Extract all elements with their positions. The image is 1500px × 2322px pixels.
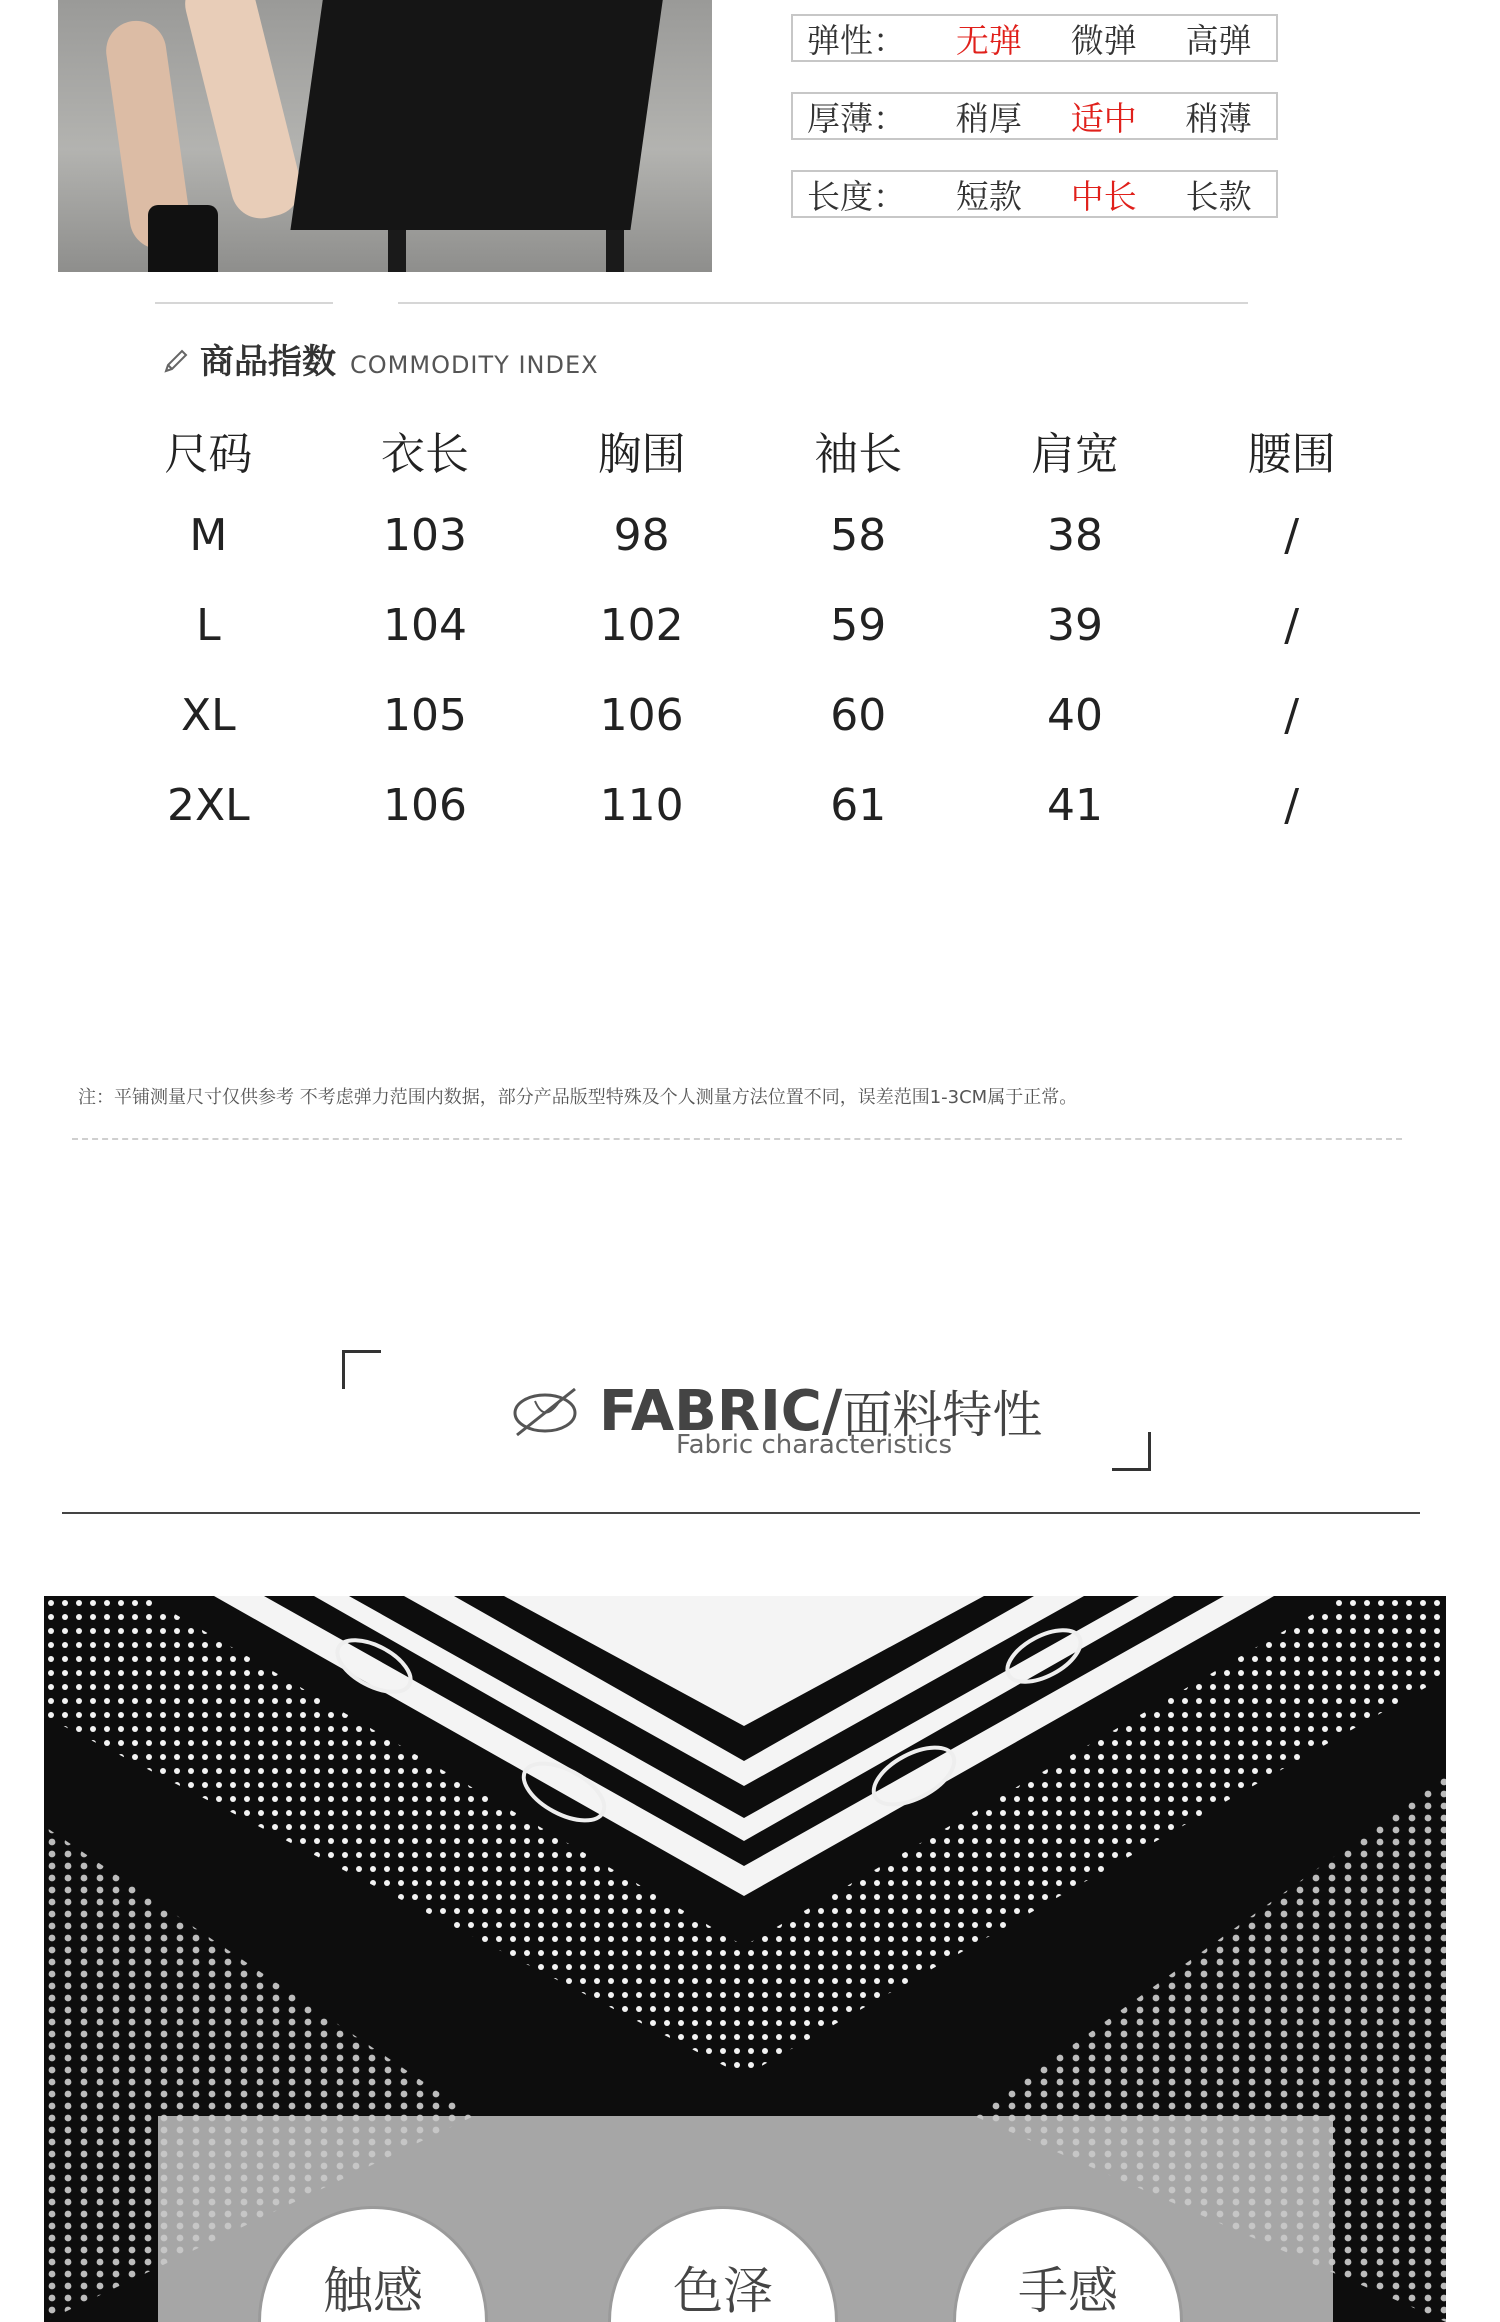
table-cell: 105 [382,689,467,741]
feature-circle [608,2206,838,2322]
table-cell: / [1284,599,1300,651]
section-subtitle: COMMODITY INDEX [350,351,599,379]
divider [398,302,1248,304]
table-header-row [100,410,1400,490]
attr-option: 中长 [1070,176,1137,216]
fabric-title-cn: 面料特性 [842,1386,1043,1444]
table-cell: 104 [382,599,467,651]
attr-label: 弹性： [807,20,906,60]
fabric-photo [44,1596,1446,2322]
table-cell: 106 [599,689,684,741]
table-row [100,490,1400,580]
table-cell: 40 [1046,689,1103,741]
feature-label: 手感 [1018,2262,1118,2320]
fabric-subtitle: Fabric characteristics [676,1430,953,1460]
feature-label: 色泽 [673,2262,773,2320]
attr-length [791,170,1278,218]
table-cell: 2XL [167,779,250,831]
table-header: 胸围 [597,429,686,480]
table-cell: / [1284,509,1300,561]
attr-option: 长款 [1185,176,1252,216]
table-row [100,670,1400,760]
pencil-icon [160,347,190,377]
attr-option: 高弹 [1185,20,1252,60]
attr-option: 无弹 [955,20,1022,60]
features-overlay [158,2116,1333,2322]
section-rule [62,1512,1420,1514]
commodity-index-heading [160,334,599,383]
table-cell: 38 [1046,509,1103,561]
fabric-title-en: FABRIC/ [599,1378,843,1444]
attr-option: 微弹 [1070,20,1137,60]
table-cell: 59 [830,599,887,651]
attr-option: 短款 [955,176,1022,216]
table-cell: 98 [613,509,670,561]
table-cell: L [196,599,221,651]
table-cell: / [1284,689,1300,741]
attr-option: 适中 [1070,98,1137,138]
corner-bracket [1112,1432,1151,1471]
product-photo [58,0,712,272]
table-cell: 103 [382,509,467,561]
divider [155,302,333,304]
table-cell: 58 [830,509,887,561]
fabric-icon [505,1381,585,1441]
table-row [100,760,1400,850]
table-cell: 106 [382,779,467,831]
measurement-note: 注：平铺测量尺寸仅供参考 不考虑弹力范围内数据，部分产品版型特殊及个人测量方法位置不同，误差范围1-3CM属于正常。 [78,1087,1078,1108]
attr-label: 长度： [807,176,906,216]
attr-label: 厚薄： [807,98,906,138]
table-header: 袖长 [814,429,903,480]
table-header: 尺码 [164,429,253,480]
dashed-divider [72,1138,1402,1140]
table-cell: 61 [830,779,887,831]
size-table [100,410,1400,850]
table-header: 肩宽 [1030,429,1119,480]
attr-option: 稍厚 [955,98,1022,138]
table-cell: 60 [830,689,887,741]
table-header: 腰围 [1247,429,1336,480]
feature-label: 触感 [323,2262,423,2320]
table-header: 衣长 [380,429,469,480]
table-cell: 39 [1046,599,1103,651]
table-cell: 110 [599,779,684,831]
section-title: 商品指数 [200,342,336,382]
attr-elasticity [791,14,1278,62]
table-cell: XL [181,689,236,741]
table-cell: 102 [599,599,684,651]
attr-option: 稍薄 [1185,98,1252,138]
attr-thickness [791,92,1278,140]
corner-bracket [342,1350,381,1389]
table-row [100,580,1400,670]
table-cell: M [189,509,228,561]
table-cell: 41 [1046,779,1103,831]
table-cell: / [1284,779,1300,831]
feature-circle [258,2206,488,2322]
feature-circle [953,2206,1183,2322]
